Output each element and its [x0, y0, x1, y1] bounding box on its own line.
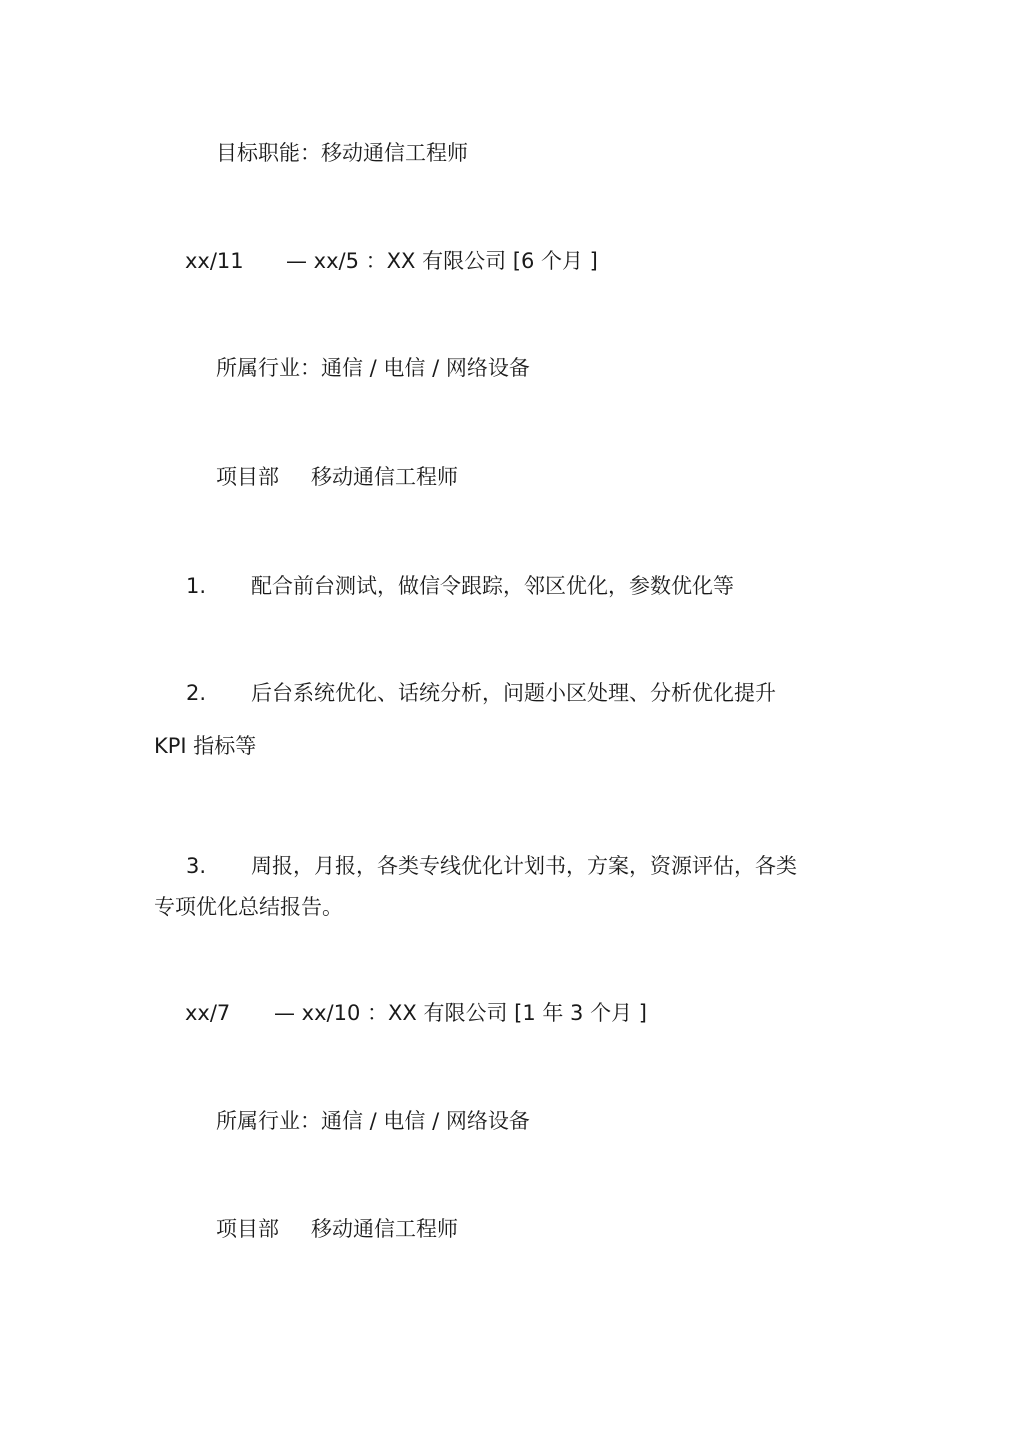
job1-department: 项目部: [216, 465, 279, 489]
duty-3-number: 3.: [186, 854, 207, 878]
job2-department: 项目部: [216, 1217, 279, 1241]
duty-1-number: 1.: [186, 574, 207, 598]
duty-2-text: 后台系统优化、话统分析，问题小区处理、分析优化提升: [251, 681, 776, 705]
job2-start-date: xx/7: [185, 1001, 231, 1025]
target-function: 目标职能：移动通信工程师: [216, 141, 468, 165]
duty-2-number: 2.: [186, 681, 207, 705]
job2-position: 移动通信工程师: [311, 1217, 458, 1241]
duty-3-continuation: 专项优化总结报告。: [154, 895, 343, 919]
job2-end-company: — xx/10 ：XX 有限公司 [1 年 3 个月 ]: [274, 1001, 647, 1025]
duty-3-text: 周报，月报，各类专线优化计划书，方案，资源评估，各类: [251, 854, 797, 878]
job1-end-company: — xx/5 ：XX 有限公司 [6 个月 ]: [286, 249, 598, 273]
job1-industry: 所属行业：通信 / 电信 / 网络设备: [216, 356, 530, 380]
duty-2-continuation: KPI 指标等: [154, 734, 257, 758]
duty-1-text: 配合前台测试，做信令跟踪，邻区优化，参数优化等: [251, 574, 734, 598]
job1-start-date: xx/11: [185, 249, 244, 273]
job2-industry: 所属行业：通信 / 电信 / 网络设备: [216, 1109, 530, 1133]
job1-position: 移动通信工程师: [311, 465, 458, 489]
